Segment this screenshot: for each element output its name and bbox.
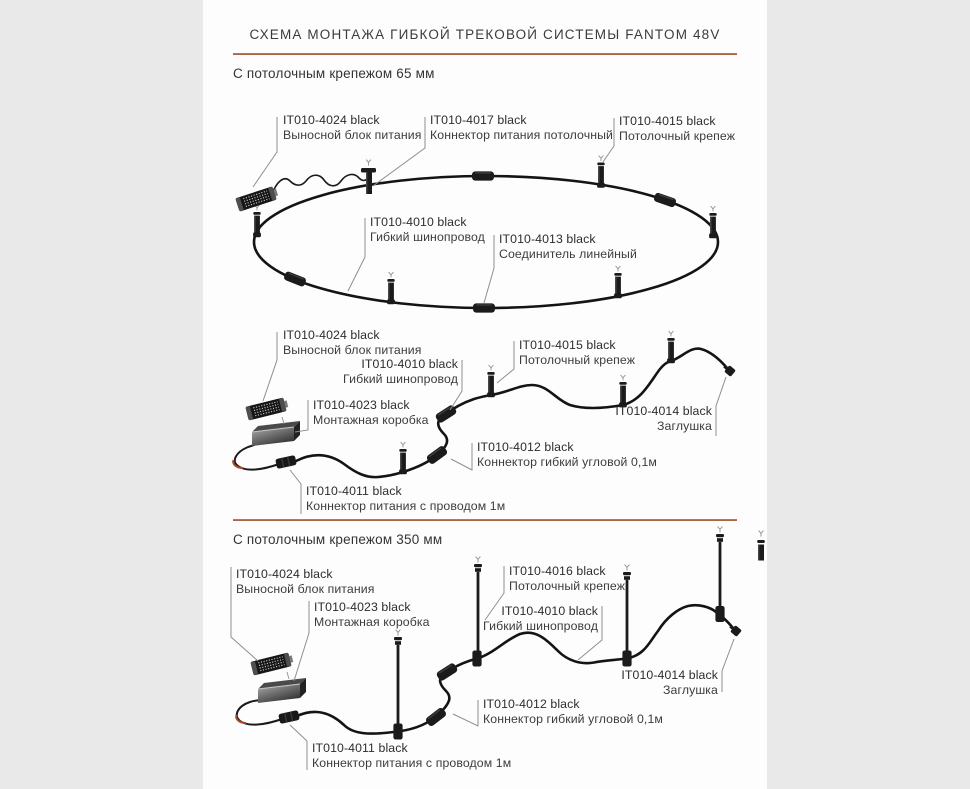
mounting-box: [252, 421, 300, 446]
part-name: Монтажная коробка: [314, 615, 430, 629]
part-name: Коннектор питания с проводом 1м: [312, 756, 512, 770]
label-d3-ceiling-mount: [509, 564, 625, 594]
label-d3-end-cap: [621, 668, 718, 698]
part-name: Потолочный крепеж: [519, 353, 636, 367]
mounting-box: [258, 678, 306, 703]
part-name: Коннектор питания с проводом 1м: [306, 499, 506, 513]
psu-box-link: [282, 417, 284, 424]
part-code: IT010-4023 black: [313, 398, 410, 412]
linear-connector: [472, 171, 494, 180]
part-code: IT010-4010 black: [501, 604, 598, 618]
part-name: Коннектор гибкий угловой 0,1м: [477, 455, 657, 469]
part-name: Выносной блок питания: [236, 582, 375, 596]
label-d2-mounting-box: [313, 398, 429, 428]
ceiling-rod-350: [393, 630, 402, 740]
ceiling-mount-65: [387, 272, 395, 304]
spare-mount-cylinder: [757, 531, 765, 561]
linear-connector: [283, 271, 307, 288]
accent-divider: [233, 519, 737, 521]
part-code: IT010-4024 black: [283, 328, 380, 342]
label-d1-power-supply: [283, 113, 421, 143]
label-d2-flexible-track: [343, 357, 458, 387]
part-code: IT010-4010 black: [370, 215, 467, 229]
ceiling-mount-65: [667, 331, 675, 363]
label-d3-power-supply: [236, 567, 374, 597]
label-d2-power-cord-connector: [306, 484, 505, 514]
part-code: IT010-4015 black: [519, 338, 616, 352]
part-code: IT010-4016 black: [509, 564, 606, 578]
part-code: IT010-4011 black: [306, 484, 402, 498]
part-name: Гибкий шинопровод: [343, 372, 458, 386]
pointer-lines: [253, 117, 614, 303]
label-d1-ceiling-mount: [619, 114, 735, 144]
linear-connector: [473, 303, 495, 312]
label-d2-ceiling-mount: [519, 338, 635, 368]
ceiling-mount-65: [487, 365, 495, 397]
section-title-350mm: С потолочным крепежом 350 мм: [233, 532, 443, 547]
part-name: Монтажная коробка: [313, 413, 429, 427]
label-d1-ceiling-power-connector: [430, 113, 613, 143]
power-cord-connector: [278, 710, 300, 724]
ceiling-mount-65: [619, 375, 627, 407]
part-name: Коннектор гибкий угловой 0,1м: [483, 712, 663, 726]
part-name: Выносной блок питания: [283, 343, 422, 357]
accent-divider: [233, 53, 737, 55]
part-name: Соединитель линейный: [499, 247, 637, 261]
ceiling-mount-65: [399, 442, 407, 474]
ceiling-rod-350: [715, 527, 724, 622]
page-title: СХЕМА МОНТАЖА ГИБКОЙ ТРЕКОВОЙ СИСТЕМЫ FANTOM 48V: [249, 27, 721, 42]
label-d1-linear-connector: [499, 232, 637, 262]
part-code: IT010-4017 black: [430, 113, 527, 127]
linear-connector: [653, 192, 677, 208]
ceiling-mount-65: [614, 266, 622, 298]
part-code: IT010-4024 black: [283, 113, 380, 127]
psu-box-link: [287, 672, 289, 679]
power-cord: [237, 700, 282, 725]
label-d3-mounting-box: [314, 600, 430, 630]
part-name: Выносной блок питания: [283, 128, 422, 142]
power-cord: [235, 444, 279, 470]
part-code: IT010-4013 black: [499, 232, 596, 246]
section-title-65mm: С потолочным крепежом 65 мм: [233, 66, 435, 81]
label-d1-flexible-track: [370, 215, 485, 245]
part-name: Потолочный крепеж: [619, 129, 736, 143]
part-code: IT010-4014 black: [615, 404, 712, 418]
label-d2-end-cap: [615, 404, 712, 434]
part-code: IT010-4012 black: [483, 697, 580, 711]
part-code: IT010-4014 black: [621, 668, 718, 682]
ceiling-rod-350: [472, 557, 482, 667]
ceiling-mount-65: [709, 206, 717, 238]
power-cord-connector: [275, 455, 297, 469]
ceiling-mount-65: [253, 205, 261, 237]
part-code: IT010-4015 black: [619, 114, 716, 128]
part-name: Гибкий шинопровод: [483, 619, 598, 633]
part-name: Заглушка: [663, 683, 718, 697]
part-code: IT010-4010 black: [361, 357, 458, 371]
label-d3-flexible-track: [483, 604, 598, 634]
power-supply-unit: [250, 652, 294, 676]
part-name: Потолочный крепеж: [509, 579, 626, 593]
part-name: Гибкий шинопровод: [370, 230, 485, 244]
ceiling-power-connector: [361, 160, 376, 194]
power-supply-unit: [245, 397, 289, 421]
part-code: IT010-4024 black: [236, 567, 333, 581]
part-code: IT010-4011 black: [312, 741, 408, 755]
power-cord-wavy: [272, 174, 367, 195]
part-name: Заглушка: [657, 419, 712, 433]
part-name: Коннектор питания потолочный: [430, 128, 614, 142]
label-d2-corner-connector: [477, 440, 657, 470]
label-d2-power-supply: [283, 328, 421, 358]
flexible-track-oval: [254, 176, 718, 308]
wave-track-diagram-350: [231, 527, 765, 770]
label-d3-corner-connector: [483, 697, 663, 727]
part-code: IT010-4023 black: [314, 600, 411, 614]
label-d3-power-cord-connector: [312, 741, 511, 771]
part-code: IT010-4012 black: [477, 440, 574, 454]
